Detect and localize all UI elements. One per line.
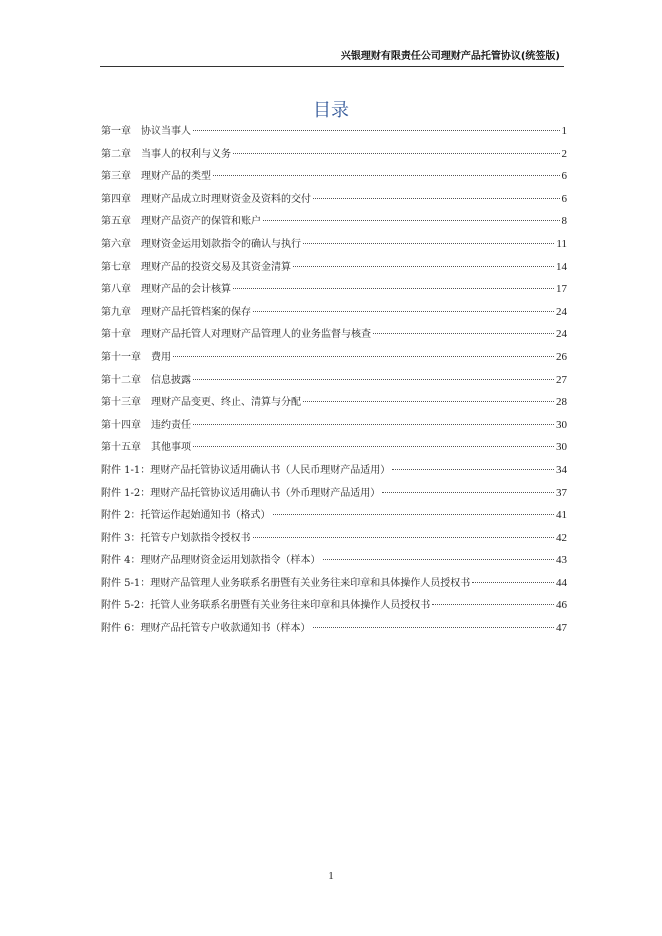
toc-entry[interactable]	[101, 346, 567, 369]
toc-entry-title: 理财产品托管人对理财产品管理人的业务监督与核查	[141, 329, 371, 341]
toc-entry-title: 当事人的权利与义务	[141, 148, 231, 160]
toc-entry-title: 费用	[151, 351, 171, 363]
toc-entry[interactable]	[101, 256, 567, 279]
toc-entry-text	[101, 189, 311, 212]
toc-entry-title: 理财产品的投资交易及其资金清算	[141, 261, 291, 273]
toc-entry-text	[101, 370, 191, 393]
toc-entry-title: 理财产品管理人业务联系名册暨有关业务往来印章和具体操作人员授权书	[150, 577, 471, 589]
toc-chapter-label: 第十章	[101, 329, 131, 341]
toc-chapter-label: 第十三章	[101, 397, 141, 409]
toc-page-number: 6	[561, 170, 567, 183]
toc-page-number: 41	[556, 509, 567, 522]
toc-dot-leader	[263, 220, 560, 221]
toc-entry[interactable]	[101, 482, 567, 505]
toc-entry-text	[101, 121, 191, 144]
toc-page-number: 42	[556, 531, 567, 544]
toc-entry[interactable]	[101, 549, 567, 572]
toc-entry-title: 理财产品托管协议适用确认书（人民币理财产品适用）	[150, 464, 391, 476]
toc-chapter-label: 第一章	[101, 126, 131, 137]
toc-dot-leader	[382, 492, 554, 493]
toc-entry[interactable]	[101, 233, 567, 256]
toc-chapter-label: 附件 5-1：	[101, 577, 151, 589]
toc-chapter-label: 第十一章	[101, 351, 141, 363]
toc-chapter-label: 第二章	[101, 148, 131, 160]
toc-page-number: 43	[556, 554, 567, 567]
toc-chapter-label: 第五章	[101, 216, 131, 228]
toc-page-number: 26	[556, 350, 567, 363]
toc-page-number: 11	[556, 237, 567, 250]
toc-entry-title: 违约责任	[151, 419, 191, 431]
toc-dot-leader	[273, 514, 554, 515]
toc-entry[interactable]	[101, 527, 567, 550]
toc-page-number: 37	[556, 486, 567, 499]
toc-entry-text	[101, 144, 231, 167]
toc-entry[interactable]	[101, 414, 567, 437]
toc-entry-title: 理财资金运用划款指令的确认与执行	[141, 238, 301, 250]
page-number: 1	[328, 870, 334, 882]
toc-dot-leader	[213, 175, 560, 176]
toc-dot-leader	[373, 333, 554, 334]
toc-entry-title: 理财产品变更、终止、清算与分配	[151, 397, 301, 409]
toc-page-number: 34	[556, 463, 567, 476]
toc-chapter-label: 第十二章	[101, 374, 141, 386]
toc-entry[interactable]	[101, 436, 567, 459]
toc-entry-text	[101, 618, 311, 641]
toc-page-number: 47	[556, 622, 567, 635]
toc-dot-leader	[303, 401, 554, 402]
toc-entry-title: 协议当事人	[141, 126, 191, 137]
toc-entry-title: 理财产品成立时理财资金及资料的交付	[141, 193, 311, 205]
toc-chapter-label: 第十四章	[101, 419, 141, 431]
toc-chapter-label: 第四章	[101, 193, 131, 205]
toc-entry-text	[101, 528, 251, 551]
toc-entry[interactable]	[101, 120, 567, 143]
toc-entry-text	[101, 550, 321, 573]
toc-entry-text	[101, 166, 211, 189]
toc-page-number: 44	[556, 576, 567, 589]
toc-dot-leader	[193, 130, 560, 131]
toc-entry-title: 其他事项	[151, 442, 191, 454]
toc-page-number: 2	[561, 147, 567, 160]
toc-entry[interactable]	[101, 572, 567, 595]
toc-dot-leader	[253, 311, 554, 312]
toc-chapter-label: 附件 4：	[101, 555, 141, 567]
toc-page-number: 14	[556, 260, 567, 273]
toc-entry-text	[101, 505, 271, 528]
toc-entry[interactable]	[101, 617, 567, 640]
toc-dot-leader	[193, 379, 554, 380]
toc-page-number: 1	[561, 125, 567, 137]
running-header: 兴银理财有限责任公司理财产品托管协议(统签版)	[340, 51, 560, 62]
toc-entry-text	[101, 392, 301, 415]
toc-chapter-label: 第七章	[101, 261, 131, 273]
toc-entry-title: 托管专户划款指令授权书	[140, 532, 251, 544]
toc-chapter-label: 附件 1-1：	[101, 464, 151, 476]
toc-entry[interactable]	[101, 323, 567, 346]
toc-page-number: 30	[556, 441, 567, 454]
toc-entry-text	[101, 573, 470, 596]
toc-entry-title: 托管人业务联系名册暨有关业务往来印章和具体操作人员授权书	[150, 600, 431, 612]
toc-dot-leader	[253, 537, 554, 538]
toc-list	[101, 120, 567, 640]
toc-dot-leader	[293, 266, 554, 267]
toc-dot-leader	[472, 582, 554, 583]
toc-entry[interactable]	[101, 391, 567, 414]
toc-entry-text	[101, 279, 231, 302]
toc-entry-text	[101, 302, 251, 325]
toc-entry-text	[101, 257, 291, 280]
toc-page-number: 8	[561, 215, 567, 228]
toc-dot-leader	[233, 153, 560, 154]
toc-dot-leader	[193, 424, 554, 425]
toc-chapter-label: 第九章	[101, 306, 131, 318]
toc-entry[interactable]	[101, 504, 567, 527]
toc-dot-leader	[323, 559, 554, 560]
toc-page-number: 17	[556, 283, 567, 296]
toc-entry[interactable]	[101, 188, 567, 211]
toc-entry[interactable]	[101, 594, 567, 617]
toc-chapter-label: 第十五章	[101, 442, 141, 454]
toc-entry-text	[101, 483, 380, 506]
toc-dot-leader	[233, 288, 554, 289]
toc-entry-text	[101, 415, 191, 438]
toc-dot-leader	[303, 243, 554, 244]
toc-dot-leader	[392, 469, 554, 470]
toc-entry-title: 理财产品托管协议适用确认书（外币理财产品适用）	[150, 487, 381, 499]
toc-dot-leader	[173, 356, 554, 357]
toc-entry-text	[101, 347, 171, 370]
toc-entry-text	[101, 437, 191, 460]
toc-chapter-label: 附件 2：	[101, 510, 141, 522]
toc-dot-leader	[313, 627, 554, 628]
toc-entry[interactable]	[101, 301, 567, 324]
toc-entry-text	[101, 595, 430, 618]
toc-chapter-label: 附件 1-2：	[101, 487, 151, 499]
toc-chapter-label: 附件 6：	[101, 623, 141, 635]
toc-entry-title: 理财产品的类型	[141, 171, 211, 183]
toc-chapter-label: 第八章	[101, 284, 131, 296]
toc-entry-title: 理财产品理财资金运用划款指令（样本）	[140, 555, 321, 567]
toc-chapter-label: 附件 3：	[101, 532, 141, 544]
toc-page-number: 24	[556, 328, 567, 341]
toc-dot-leader	[313, 198, 560, 199]
toc-page-number: 46	[556, 599, 567, 612]
toc-entry[interactable]	[101, 210, 567, 233]
toc-entry[interactable]	[101, 369, 567, 392]
toc-entry[interactable]	[101, 143, 567, 166]
toc-dot-leader	[432, 604, 554, 605]
toc-entry-text	[101, 460, 390, 483]
toc-entry-title: 理财产品托管档案的保存	[141, 306, 251, 318]
toc-entry-title: 理财产品的会计核算	[141, 284, 231, 296]
toc-page-number: 6	[561, 192, 567, 205]
toc-entry-title: 信息披露	[151, 374, 191, 386]
header-rule	[100, 66, 564, 67]
toc-chapter-label: 附件 5-2：	[101, 600, 151, 612]
toc-entry-text	[101, 324, 371, 347]
toc-page-number: 28	[556, 396, 567, 409]
toc-chapter-label: 第六章	[101, 238, 131, 250]
toc-page-number: 30	[556, 418, 567, 431]
toc-chapter-label: 第三章	[101, 171, 131, 183]
toc-title: 目录	[313, 100, 349, 121]
toc-entry[interactable]	[101, 459, 567, 482]
toc-page-number: 24	[556, 305, 567, 318]
toc-page-number: 27	[556, 373, 567, 386]
toc-entry-title: 理财产品资产的保管和账户	[141, 216, 261, 228]
toc-entry-title: 托管运作起始通知书（格式）	[140, 510, 271, 522]
toc-entry-text	[101, 234, 301, 257]
toc-entry-text	[101, 211, 261, 234]
toc-entry-title: 理财产品托管专户收款通知书（样本）	[140, 623, 311, 635]
toc-entry[interactable]	[101, 165, 567, 188]
toc-dot-leader	[193, 446, 554, 447]
toc-entry[interactable]	[101, 278, 567, 301]
